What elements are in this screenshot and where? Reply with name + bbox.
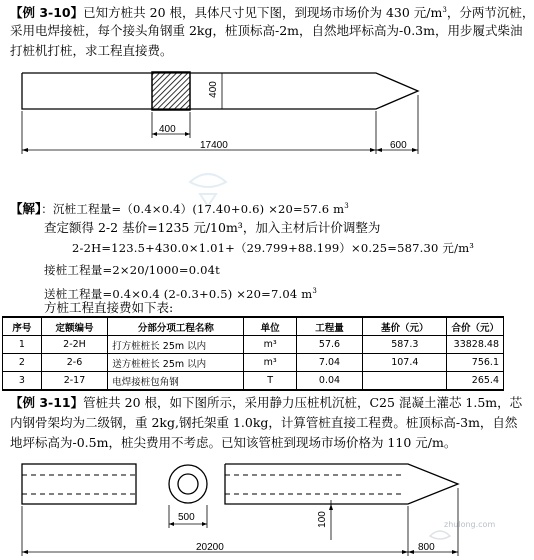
square-pile-body [22, 73, 418, 109]
solution-line4: 接桩工程量=2×20/1000=0.04t [44, 263, 220, 277]
table-header-row [3, 317, 504, 336]
cell-code: 2-2H [41, 336, 108, 354]
solution-pile-quantity: ：沉桩工程量=（0.4×0.4）(17.40+0.6) ×20=57.6 m [41, 202, 345, 216]
example-3-10-text1-tail: ，分两节沉桩， [446, 5, 534, 20]
table-row [3, 336, 504, 354]
cell-total: 756.1 [447, 354, 504, 372]
cubic-superscript: 3 [312, 287, 317, 295]
dim-height-400: 400 [207, 81, 219, 98]
cell-no: 1 [3, 336, 42, 354]
header-code: 定额编号 [41, 317, 108, 336]
cell-unit: m³ [244, 354, 296, 372]
watermark-logo-bottom [430, 531, 450, 539]
cost-table [2, 316, 504, 391]
cell-code: 2-6 [41, 354, 108, 372]
solution-line1 [10, 197, 349, 219]
cell-quantity: 7.04 [296, 354, 362, 372]
header-unit-price: 基价（元） [363, 317, 447, 336]
solution-send-pile-quantity: 送桩工程量=0.4×0.4 (2-0.3+0.5) ×20=7.04 m [44, 287, 313, 301]
cell-no: 3 [3, 372, 42, 391]
example-3-10-line3: 打桩机打桩，求工程直接费。 [10, 43, 173, 58]
dim-tip-800: 800 [418, 542, 435, 553]
dim-total-20200: 20200 [196, 542, 224, 553]
dim-tip-600: 600 [390, 140, 407, 151]
header-unit: 单位 [244, 317, 296, 336]
cell-quantity: 0.04 [296, 372, 362, 391]
cell-quantity: 57.6 [296, 336, 362, 354]
table-row [3, 372, 504, 391]
cubic-superscript: 3 [344, 202, 349, 210]
pipe-pile-right-segment [225, 464, 458, 504]
example-3-11-line2: 内钢骨架均为二级钢，重 2kg,钢托架重 1.0kg，计算管桩直接工程费。桩顶标高-3m，自然 [10, 415, 518, 430]
header-quantity: 工程量 [296, 317, 362, 336]
table-row [3, 354, 504, 372]
example-3-10-title: 【例 3-10】 [10, 5, 84, 20]
example-3-11-line1 [10, 393, 522, 412]
cell-unit-price: 587.3 [363, 336, 447, 354]
pipe-pile-section-inner [178, 474, 198, 494]
dim-diameter-500: 500 [178, 512, 195, 523]
watermark-text: zhulong.com [444, 520, 496, 529]
cell-unit-price [363, 372, 447, 391]
dim-wall-100: 100 [316, 511, 328, 528]
example-3-11-text1: 管桩共 20 根，如下图所示，采用静力压桩机沉桩，C25 混凝土灌芯 1.5m，芯 [83, 395, 523, 410]
solution-line2: 查定额得 2-2 基价=1235 元/10m³，加入主材后计价调整为 [44, 220, 381, 235]
dim-total-17400: 17400 [200, 140, 228, 151]
header-item: 分部分项工程名称 [108, 317, 244, 336]
cell-item: 送方桩桩长 25m 以内 [108, 354, 244, 372]
dim-section-400: 400 [159, 124, 176, 135]
solution-line3: 2-2H=123.5+430.0×1.01+（29.799+88.199）×0.25=587.30 元/m³ [72, 241, 475, 255]
cell-unit: T [244, 372, 296, 391]
pipe-pile-section-outer [169, 465, 207, 503]
solution-line6: 方桩工程直接费如下表: [44, 300, 174, 315]
cell-code: 2-17 [41, 372, 108, 391]
example-3-10-text1: 已知方桩共 20 根，具体尺寸见下图，到现场市场价为 430 元/m [83, 5, 443, 20]
cell-no: 2 [3, 354, 42, 372]
cell-unit: m³ [244, 336, 296, 354]
cubic-superscript: 3 [442, 6, 447, 14]
cell-item: 打方桩桩长 25m 以内 [108, 336, 244, 354]
example-3-11-line3: 地坪标高为-0.5m，桩尖费用不考虑。已知该管桩到现场市场价格为 110 元/m。 [10, 435, 457, 450]
pipe-pile-left-segment [22, 464, 136, 504]
cell-total: 265.4 [447, 372, 504, 391]
example-3-10-line2: 采用电焊接桩，每个接头角钢重 2kg，桩顶标高-2m，自然地坪标高为-0.3m，用步履式柴油 [10, 23, 523, 38]
pile-section-square [152, 72, 190, 110]
example-3-11-title: 【例 3-11】 [10, 395, 84, 410]
cell-unit-price: 107.4 [363, 354, 447, 372]
header-total: 合价（元） [447, 317, 504, 336]
header-no: 序号 [3, 317, 42, 336]
cell-item: 电焊接桩包角钢 [108, 372, 244, 391]
cell-total: 33828.48 [447, 336, 504, 354]
solution-label: 【解】 [10, 201, 42, 216]
